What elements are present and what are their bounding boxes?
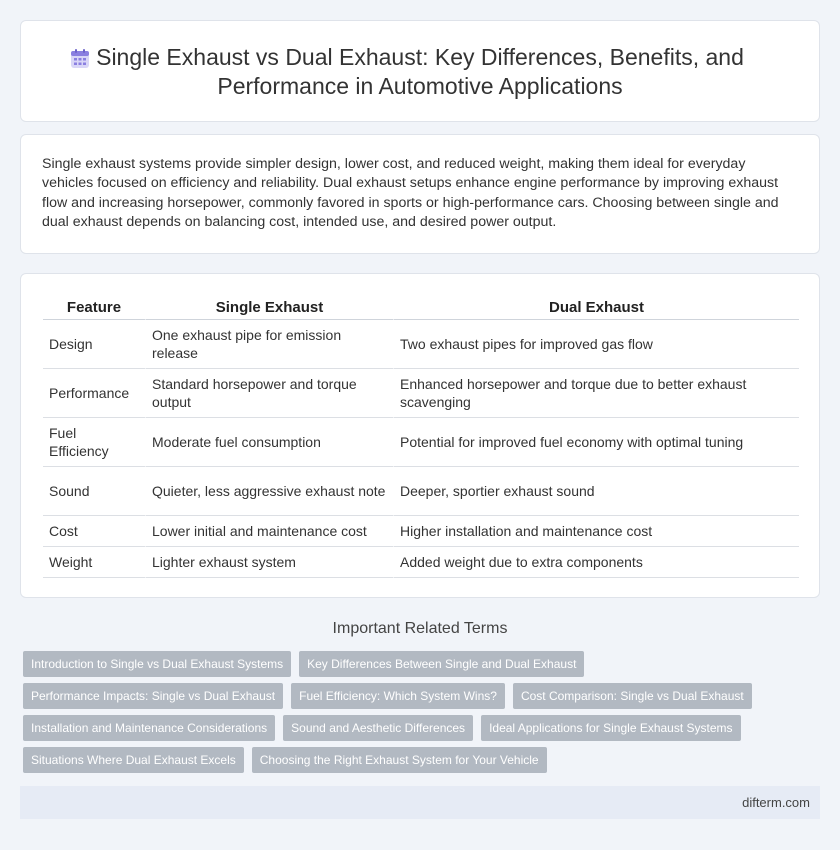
related-tag[interactable]: Sound and Aesthetic Differences	[283, 715, 473, 741]
related-tag[interactable]: Situations Where Dual Exhaust Excels	[23, 747, 244, 773]
table-row	[43, 418, 799, 467]
footer-site-link[interactable]: difterm.com	[742, 795, 810, 810]
cell-feature: Cost	[43, 516, 145, 547]
cell-dual: Added weight due to extra components	[393, 547, 799, 578]
page-title: Single Exhaust vs Dual Exhaust: Key Differences, Benefits, and Performance in Automotive Applications	[96, 44, 744, 99]
table-row	[43, 547, 799, 578]
cell-single: Moderate fuel consumption	[145, 418, 393, 467]
cell-single: Quieter, less aggressive exhaust note	[145, 467, 393, 516]
cell-single: Standard horsepower and torque output	[145, 369, 393, 418]
header-feature: Feature	[43, 296, 145, 320]
cell-feature: Performance	[43, 369, 145, 418]
tag-row	[23, 747, 547, 773]
cell-feature: Sound	[43, 467, 145, 516]
related-tag[interactable]: Fuel Efficiency: Which System Wins?	[291, 683, 505, 709]
related-tag[interactable]: Ideal Applications for Single Exhaust Systems	[481, 715, 740, 741]
comparison-table	[43, 296, 799, 578]
cell-feature: Weight	[43, 547, 145, 578]
header-dual-exhaust: Dual Exhaust	[393, 296, 799, 320]
header-single-exhaust: Single Exhaust	[145, 296, 393, 320]
table-row	[43, 516, 799, 547]
table-header-row	[43, 296, 799, 320]
summary-text: Single exhaust systems provide simpler design, lower cost, and reduced weight, making them ideal for everyday vehicles focused on efficiency and reliability. Dual exhaust setups enhance engine performance by improving exhaust flow and increasing horsepower, commonly favored in sports or high-performance cars. Choosing between single and dual exhaust depends on balancing cost, intended use, and desired power output.	[42, 156, 779, 231]
cell-dual: Higher installation and maintenance cost	[393, 516, 799, 547]
related-tag[interactable]: Introduction to Single vs Dual Exhaust Systems	[23, 651, 291, 677]
cell-single: Lower initial and maintenance cost	[145, 516, 393, 547]
cell-feature: Fuel Efficiency	[43, 418, 145, 467]
cell-dual: Deeper, sportier exhaust sound	[393, 467, 799, 516]
summary-card	[20, 134, 820, 254]
cell-dual: Two exhaust pipes for improved gas flow	[393, 320, 799, 369]
related-terms-heading: Important Related Terms	[332, 620, 508, 637]
comparison-table-card	[20, 273, 820, 598]
tag-row	[23, 651, 584, 677]
related-tag[interactable]: Choosing the Right Exhaust System for Your Vehicle	[252, 747, 547, 773]
related-tag[interactable]: Installation and Maintenance Considerations	[23, 715, 275, 741]
table-row	[43, 320, 799, 369]
footer-bar	[20, 786, 820, 819]
cell-dual: Potential for improved fuel economy with optimal tuning	[393, 418, 799, 467]
table-row	[43, 467, 799, 516]
header-card	[20, 20, 820, 122]
cell-feature: Design	[43, 320, 145, 369]
table-row	[43, 369, 799, 418]
related-tag[interactable]: Cost Comparison: Single vs Dual Exhaust	[513, 683, 752, 709]
tag-row	[23, 683, 752, 709]
tag-row	[23, 715, 741, 741]
cell-single: One exhaust pipe for emission release	[145, 320, 393, 369]
cell-dual: Enhanced horsepower and torque due to better exhaust scavenging	[393, 369, 799, 418]
related-tag[interactable]: Performance Impacts: Single vs Dual Exhaust	[23, 683, 283, 709]
cell-single: Lighter exhaust system	[145, 547, 393, 578]
related-tag[interactable]: Key Differences Between Single and Dual Exhaust	[299, 651, 584, 677]
